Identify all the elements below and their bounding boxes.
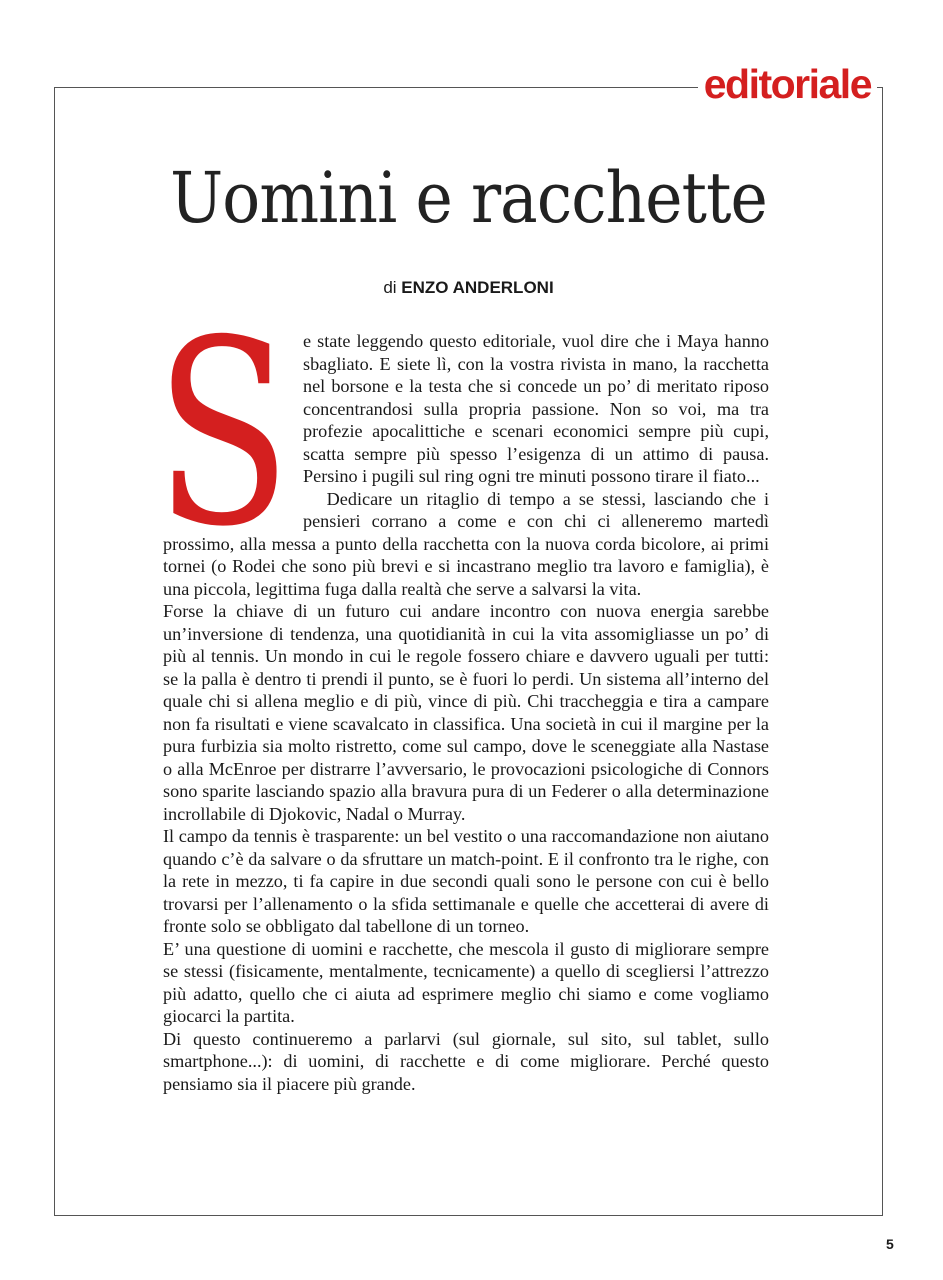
paragraph-4: Il campo da tennis è trasparente: un bel vestito o una raccomandazione non aiutano quando c’è da salvare o da sfruttare un match-point. E il confronto tra le righe, con la rete in mezzo, ti fa capire in due secondi quali sono le persone con cui è bello trovarsi per l’allenamento o la sfida settimanale e quelle che accetterai di avere di fronte solo se obbligato dal tabellone di un torneo.: [163, 826, 769, 936]
byline-prefix: di: [383, 278, 397, 297]
author-name: ENZO ANDERLONI: [401, 278, 554, 297]
paragraph-1: e state leggendo questo editoriale, vuol dire che i Maya hanno sbagliato. E siete lì, con la vostra rivista in mano, la racchetta nel borsone e la testa che si concede un po’ di meritato riposo concentrandosi sulla propria passione. Non so voi, ma tra profezie apocalittiche e scenari economici sempre più cupi, scatta sempre più spesso l’esigenza di un attimo di pausa. Persino i pugili sul ring ogni tre minuti possono tirare il fiato...: [303, 331, 769, 486]
drop-cap-letter: [154, 285, 292, 583]
drop-cap: [154, 285, 293, 583]
paragraph-5: E’ una questione di uomini e racchette, che mescola il gusto di migliorare sempre se stessi (fisicamente, mentalmente, tecnicamente) a quello di scegliersi l’attrezzo più adatto, quello che ci aiuta ad esprimere meglio chi siamo e come vogliamo giocarci la partita.: [163, 938, 769, 1026]
drop-cap-glyph: S: [154, 285, 292, 583]
page-title: Uomini e racchette: [170, 157, 767, 239]
paragraph-3: Forse la chiave di un futuro cui andare incontro con nuova energia sarebbe un’inversione di tendenza, una quotidianità in cui la vita assomigliasse un po’ di più al tennis. Un mondo in cui le regole fossero chiare e davvero uguali per tutti: se la palla è dentro ti prendi il punto, se è fuori lo perdi. Un sistema all’interno del quale chi si allena meglio e di più, vince di più. Chi traccheggia e tira a campare non fa risultati e viene scavalcato in classifica. Una società in cui il margine per la pura furbizia sia molto ristretto, come sul campo, dove le sceneggiate alla Nastase o alla McEnroe per distrarre l’avversario, le provocazioni psicologiche di Connors sono sparite lasciando spazio alla bravura pura di un Federer o alla determinazione incrollabile di Djokovic, Nadal o Murray.: [163, 601, 769, 824]
page-number: 5: [886, 1236, 894, 1252]
paragraph-6: Di questo continueremo a parlarvi (sul giornale, sul sito, sul tablet, sullo smartphone...): di uomini, di racchette e di come migliorare. Perché questo pensiamo sia il piacere più grande.: [163, 1028, 769, 1094]
section-label: editoriale: [698, 60, 877, 108]
paragraph-2: Dedicare un ritaglio di tempo a se stessi, lasciando che i pensieri corrano a come e con chi ci alleneremo martedì prossimo, alla messa a punto della racchetta con la nuova corda bicolore, ai primi tornei (o Rodei che sono più brevi e si incastrano meglio tra lavoro e famiglia), è una piccola, legittima fuga dalla realtà che serve a salvarsi la vita.: [163, 488, 769, 599]
